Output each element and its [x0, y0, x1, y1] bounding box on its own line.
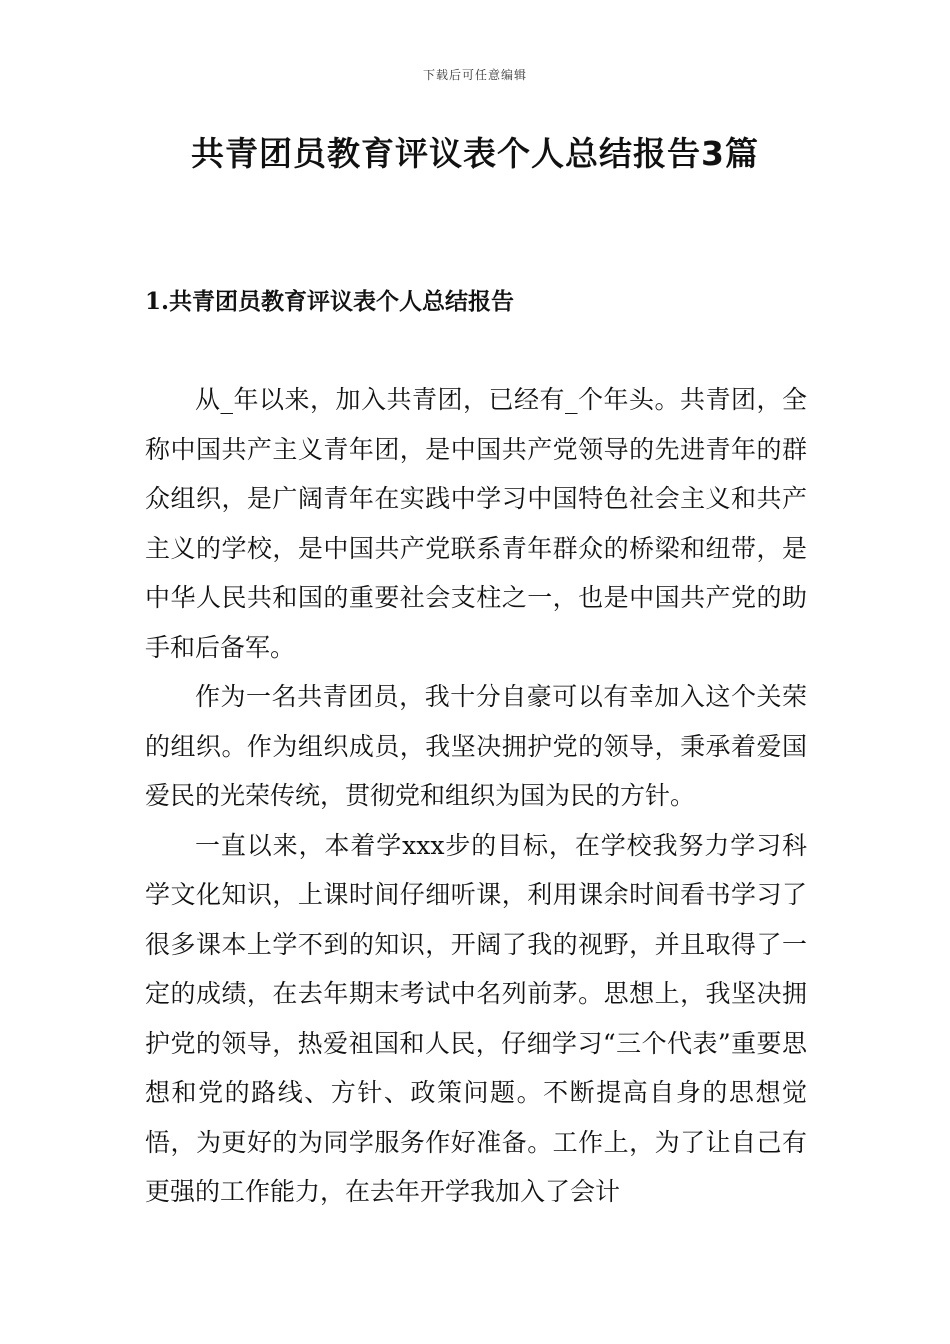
paragraph: 一直以来，本着学xxx步的目标，在学校我努力学习科学文化知识，上课时间仔细听课，利用课余时间看书学习了很多课本上学不到的知识，开阔了我的视野，并且取得了一定的成绩，在去年期末考试中名列前茅。思想上，我坚决拥护党的领导，热爱祖国和人民，仔细学习“三个代表”重要思想和党的路线、方针、政策问题。不断提高自身的思想觉悟，为更好的为同学服务作好准备。工作上，为了让自己有更强的工作能力，在去年开学我加入了会计	[145, 830, 807, 1206]
page-header-note: 下载后可任意编辑	[422, 68, 527, 82]
section-heading: 1.共青团员教育评议表个人总结报告	[145, 288, 515, 315]
paragraph: 作为一名共青团员，我十分自豪可以有幸加入这个关荣的组织。作为组织成员，我坚决拥护党的领导，秉承着爱国爱民的光荣传统，贯彻党和组织为国为民的方针。	[145, 682, 807, 810]
document-title: 共青团员教育评议表个人总结报告3篇	[191, 134, 759, 173]
paragraph: 从_年以来，加入共青团，已经有_个年头。共青团，全称中国共产主义青年团，是中国共产党领导的先进青年的群众组织，是广阔青年在实践中学习中国特色社会主义和共产主义的学校，是中国共产党联系青年群众的桥梁和纽带，是中华人民共和国的重要社会支柱之一，也是中国共产党的助手和后备军。	[145, 385, 807, 662]
body-text	[145, 375, 807, 1217]
